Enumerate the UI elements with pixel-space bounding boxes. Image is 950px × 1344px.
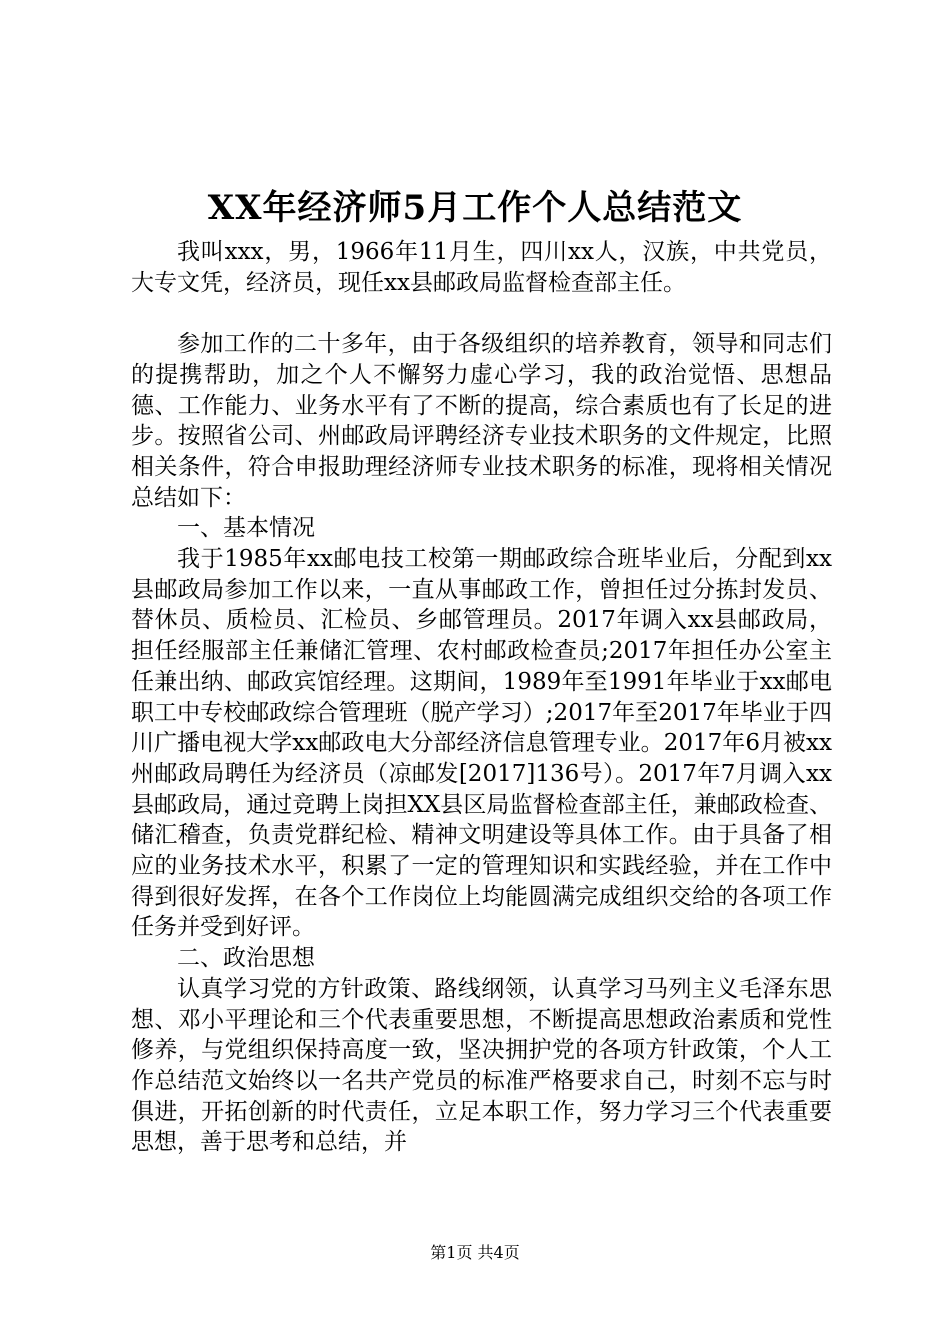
section-heading-political: 二、政治思想 xyxy=(177,945,315,972)
paragraph-overview: 参加工作的二十多年，由于各级组织的培养教育，领导和同志们的提携帮助，加之个人不懈努力虚心学习，我的政治觉悟、思想品德、工作能力、业务水平有了不断的提高，综合素质也有了长足的进步。按照省公司、州邮政局评聘经济专业技术职务的文件规定，比照相关条件，符合申报助理经济师专业技术职务的标准，现将相关情况总结如下： xyxy=(131,331,832,511)
section-heading-basic-info: 一、基本情况 xyxy=(177,515,315,542)
paragraph-intro: 我叫xxx，男，1966年11月生，四川xx人，汉族，中共党员，大专文凭，经济员，现任xx县邮政局监督检查部主任。 xyxy=(131,239,832,296)
paragraph-political: 认真学习党的方针政策、路线纲领，认真学习马列主义毛泽东思想、邓小平理论和三个代表重要思想，不断提高思想政治素质和党性修养，与党组织保持高度一致，坚决拥护党的各项方针政策，个人工作总结范文始终以一名共产党员的标准严格要求自己，时刻不忘与时俱进，开拓创新的时代责任，立足本职工作，努力学习三个代表重要思想，善于思考和总结，并 xyxy=(131,975,832,1156)
paragraph-basic-info: 我于1985年xx邮电技工校第一期邮政综合班毕业后，分配到xx县邮政局参加工作以来，一直从事邮政工作，曾担任过分拣封发员、替休员、质检员、汇检员、乡邮管理员。2017年调入xx县邮政局，担任经服部主任兼储汇管理、农村邮政检查员;2017年担任办公室主任兼出纳、邮政宾馆经理。这期间，1989年至1991年毕业于xx邮电职工中专校邮政综合管理班（脱产学习）;2017年至2017年毕业于四川广播电视大学xx邮政电大分部经济信息管理专业。2017年6月被xx州邮政局聘任为经济员（凉邮发[2017]136号）。2017年7月调入xx县邮政局，通过竞聘上岗担XX县区局监督检查部主任，兼邮政检查、储汇稽查，负责党群纪检、精神文明建设等具体工作。由于具备了相应的业务技术水平，积累了一定的管理知识和实践经验，并在工作中得到很好发挥，在各个工作岗位上均能圆满完成组织交给的各项工作任务并受到好评。 xyxy=(131,546,832,941)
paragraph-spacer xyxy=(131,298,832,329)
page-footer: 第1页 共4页 xyxy=(430,1243,520,1262)
document-title: XX年经济师5月工作个人总结范文 xyxy=(207,188,743,228)
document-body xyxy=(131,237,832,1158)
